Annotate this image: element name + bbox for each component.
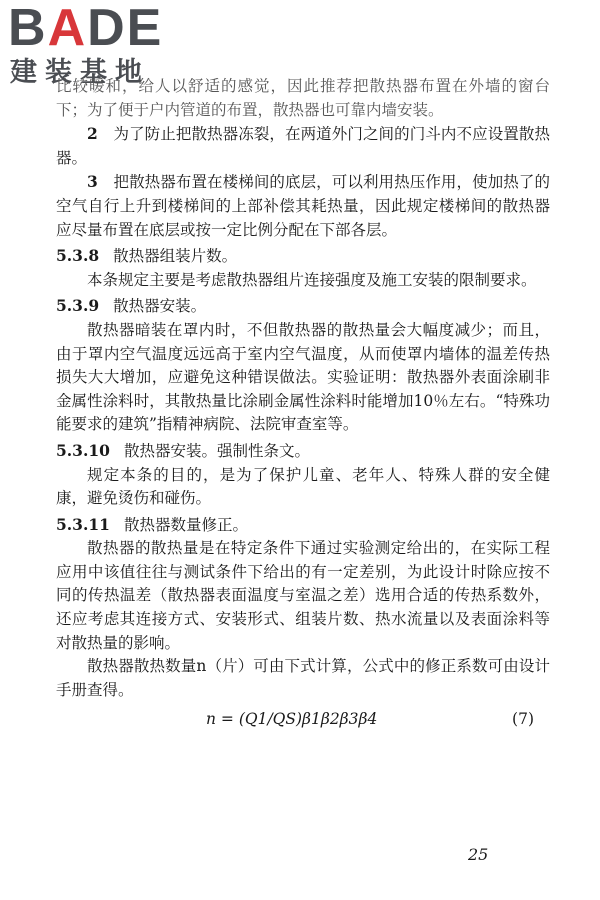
- section-5-3-8-body: 本条规定主要是考虑散热器组片连接强度及施工安装的限制要求。: [87, 270, 537, 289]
- logo-wordmark: BADE: [8, 0, 164, 57]
- item-3: 3 把散热器布置在楼梯间的底层，可以利用热压作用，使加热了的空气自行上升到楼梯间的上部补偿其耗热量，因此规定楼梯间的散热器应尽量布置在底层或按一定比例分配在下部各层。: [56, 172, 550, 239]
- formula-7: [56, 708, 550, 736]
- section-5-3-8-heading: 5.3.8 散热器组装片数。: [56, 246, 238, 266]
- section-5-3-10-body: 规定本条的目的，是为了保护儿童、老年人、特殊人群的安全健康，避免烫伤和碰伤。: [56, 465, 550, 508]
- section-5-3-9-body: 散热器暗装在罩内时，不但散热器的散热量会大幅度减少；而且，由于罩内空气温度远远高于室内空气温度，从而使罩内墙体的温差传热损失大大增加，应避免这种错误做法。实验证明：散热器外表面涂刷非金属性涂料时，其散热量比涂刷金属性涂料时能增加10％左右。“特殊功能要求的建筑”指精神病院、法院审查室等。: [56, 320, 550, 434]
- document-page: [56, 75, 550, 736]
- logo-subtitle: 建装基地: [10, 57, 150, 88]
- formula-expression: n = (Q1/QS)β1β2β3β4: [206, 710, 378, 729]
- section-5-3-11-heading: 5.3.11 散热器数量修正。: [56, 514, 248, 534]
- section-5-3-10-heading: 5.3.10 散热器安装。强制性条文。: [56, 440, 310, 460]
- section-5-3-9-heading: 5.3.9 散热器安装。: [56, 296, 207, 316]
- paragraph-continued: 比较暖和，给人以舒适的感觉，因此推荐把散热器布置在外墙的窗台下；为了便于户内管道的布置，散热器也可靠内墙安装。: [56, 77, 550, 119]
- page-number: 25: [468, 845, 489, 864]
- formula-number: (7): [512, 710, 534, 729]
- section-5-3-11-body: 散热器的散热量是在特定条件下通过实验测定给出的，在实际工程应用中该值往往与测试条件下给出的有一定差别，为此设计时除应按不同的传热温差（散热器表面温度与室温之差）选用合适的传热系数外，还应考虑其连接方式、安装形式、组装片数、热水流量以及表面涂料等对散热量的影响。: [56, 539, 550, 652]
- item-2: 2 为了防止把散热器冻裂，在两道外门之间的门斗内不应设置散热器。: [56, 124, 550, 167]
- section-5-3-11-body-2: 散热器散热数量n（片）可由下式计算，公式中的修正系数可由设计手册查得。: [56, 657, 550, 699]
